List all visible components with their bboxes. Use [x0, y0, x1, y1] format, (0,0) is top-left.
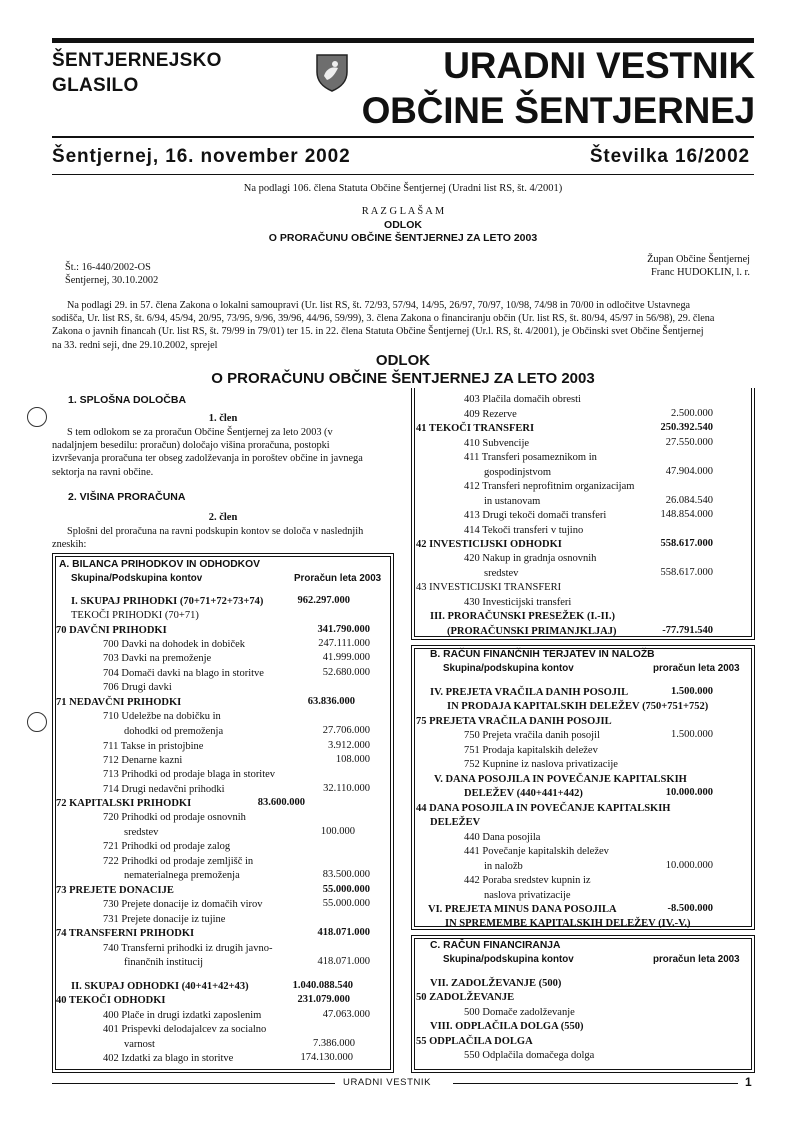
row-label: 731 Prejete donacije iz tujine — [103, 914, 226, 925]
row-label: 720 Prihodki od prodaje osnovnih — [103, 812, 246, 823]
row-value: -8.500.000 — [667, 903, 713, 914]
table-b-title: B. RAČUN FINANČNIH TERJATEV IN NALOŽB — [430, 649, 655, 660]
row-label: VIII. ODPLAČILA DOLGA (550) — [430, 1021, 584, 1032]
row-label: DELEŽEV — [430, 817, 481, 828]
row-label: IN SPREMEMBE KAPITALSKIH DELEŽEV (IV.-V.) — [445, 918, 691, 929]
row-label: V. DANA POSOJILA IN POVEČANJE KAPITALSKIH — [434, 774, 687, 785]
row-label: 42 INVESTICIJSKI ODHODKI — [416, 539, 562, 550]
table-b-col1: Skupina/podskupina kontov — [443, 663, 574, 674]
section-1-text — [52, 426, 394, 479]
row-label: 50 ZADOLŽEVANJE — [416, 992, 515, 1003]
row-label: varnost — [124, 1039, 155, 1050]
row-label: 710 Udeležbe na dobičku in — [103, 711, 221, 722]
row-label: III. PRORAČUNSKI PRESEŽEK (I.-II.) — [430, 611, 615, 622]
row-label: 712 Denarne kazni — [103, 755, 183, 766]
row-label: 401 Prispevki delodajalcev za socialno — [103, 1024, 267, 1035]
section-1-clen: 1. člen — [208, 413, 238, 424]
row-label: VI. PREJETA MINUS DANA POSOJILA — [428, 904, 617, 915]
row-value: 250.392.540 — [660, 422, 713, 433]
row-value: 1.500.000 — [671, 686, 713, 697]
legal-basis-paragraph — [52, 299, 755, 352]
row-value: 47.904.000 — [665, 466, 713, 477]
footer-rule-left — [52, 1083, 335, 1084]
row-value: 148.854.000 — [660, 509, 713, 520]
legal-line: na 33. redni seji, dne 29.10.2002, sprejel — [52, 339, 218, 351]
row-value: 41.999.000 — [322, 652, 370, 663]
row-value: 10.000.000 — [665, 860, 713, 871]
row-value: 418.071.000 — [317, 927, 370, 938]
table-a-cont-right-rule — [754, 388, 755, 640]
table-a-cont-left-rule-2 — [414, 388, 415, 637]
legal-line: Na podlagi 29. in 57. člena Zakona o lokalni samoupravi (Ur. list RS, št. 72/93, 57/94, 14/95, 26/97, 70/97, 10/98, 74/98 in 70/00 in odločitve Ustavnega — [67, 300, 691, 311]
row-label: 75 PREJETA VRAČILA DANIH POSOJIL — [416, 716, 612, 727]
table-b-col2: proračun leta 2003 — [653, 663, 740, 674]
row-value: 108.000 — [335, 754, 370, 765]
odlok-subtitle: O PRORAČUNU OBČINE ŠENTJERNEJ ZA LETO 2003 — [268, 232, 538, 244]
text-line: S tem odlokom se za proračun Občine Šentjernej za leto 2003 (v — [67, 427, 333, 438]
row-label: 403 Plačila domačih obresti — [464, 394, 581, 405]
section-1-title: 1. SPLOŠNA DOLOČBA — [68, 394, 187, 406]
row-label: 413 Drugi tekoči domači transferi — [464, 510, 607, 521]
table-a-cont-left-rule — [411, 388, 412, 640]
row-label: 704 Domači davki na blago in storitve — [103, 668, 264, 679]
row-label: 752 Kupnine iz naslova privatizacije — [464, 759, 618, 770]
row-label: 706 Drugi davki — [103, 682, 172, 693]
punch-hole — [27, 712, 47, 732]
row-value: 7.386.000 — [313, 1038, 355, 1049]
text-line: sektorja na ravni občine. — [52, 466, 154, 478]
masthead-title-1: URADNI VESTNIK — [443, 45, 755, 86]
row-label: 730 Prejete donacije iz domačih virov — [103, 899, 263, 910]
row-label: 55 ODPLAČILA DOLGA — [416, 1036, 533, 1047]
row-value: 231.079.000 — [297, 994, 350, 1005]
legal-line: sodišča, Ur. list RS, št. 6/94, 45/94, 20/95, 73/95, 9/96, 39/96, 44/96, 59/99), 3. člena Zakona o financiranju občin (Ur. list RS, št. 80/94, 45/97 in 56/98), 29. člena — [52, 313, 715, 325]
row-value: 962.297.000 — [297, 595, 350, 606]
row-label: 703 Davki na premoženje — [103, 653, 212, 664]
masthead-title-2: OBČINE ŠENTJERNEJ — [361, 90, 755, 131]
row-value: 341.790.000 — [317, 624, 370, 635]
row-label: sredstev — [484, 568, 519, 579]
row-label: 700 Davki na dohodek in dobiček — [103, 639, 246, 650]
row-value: 27.706.000 — [322, 725, 370, 736]
row-label: 412 Transferi neprofitnim organizacijam — [464, 481, 635, 492]
row-label: 40 TEKOČI ODHODKI — [56, 995, 166, 1006]
table-c-title: C. RAČUN FINANCIRANJA — [430, 940, 561, 951]
reference-number: Št.: 16-440/2002-OS — [65, 262, 151, 273]
row-value: 1.040.088.540 — [292, 980, 353, 991]
glasilo-line-2: GLASILO — [52, 75, 139, 96]
table-a-col1: Skupina/Podskupina kontov — [71, 573, 203, 584]
row-label: 430 Investicijski transferi — [464, 597, 572, 608]
mayor-name: Franc HUDOKLIN, l. r. — [651, 267, 750, 278]
row-label: 400 Plače in drugi izdatki zaposlenim — [103, 1010, 262, 1021]
row-label: IN PRODAJA KAPITALSKIH DELEŽEV (750+751+752) — [447, 701, 709, 712]
row-label: 71 NEDAVČNI PRIHODKI — [56, 697, 182, 708]
row-value: 558.617.000 — [660, 538, 713, 549]
row-value: 26.084.540 — [665, 495, 713, 506]
row-label: 72 KAPITALSKI PRIHODKI — [56, 798, 192, 809]
footer-label: URADNI VESTNIK — [343, 1077, 432, 1088]
odlok-heading-1: ODLOK — [375, 352, 431, 369]
row-label: 440 Dana posojila — [464, 832, 541, 843]
row-value: 83.600.000 — [257, 797, 305, 808]
section-2-text — [52, 525, 394, 551]
table-c-col2: proračun leta 2003 — [653, 954, 740, 965]
row-label: VII. ZADOLŽEVANJE (500) — [430, 978, 562, 989]
row-value: 247.111.000 — [318, 638, 370, 649]
row-label: 751 Prodaja kapitalskih deležev — [464, 745, 598, 756]
row-label: II. SKUPAJ ODHODKI (40+41+42+43) — [71, 981, 249, 992]
text-line: izvrševanja proračuna ter obseg zadolževanja in poroštev občine in javnega — [52, 453, 363, 465]
row-label: 41 TEKOČI TRANSFERI — [416, 423, 535, 434]
row-label: gospodinjstvom — [484, 467, 552, 478]
text-line: Splošni del proračuna na ravni podskupin kontov se določa v naslednjih — [67, 526, 364, 537]
row-label: 74 TRANSFERNI PRIHODKI — [56, 928, 195, 939]
row-label: 414 Tekoči transferi v tujino — [464, 525, 584, 536]
mayor-title: Župan Občine Šentjernej — [647, 254, 750, 265]
table-a-cont-right-rule-2 — [751, 388, 752, 637]
masthead-top-rule — [52, 38, 754, 43]
row-label: 721 Prihodki od prodaje zalog — [103, 841, 231, 852]
text-line: zneskih: — [52, 539, 87, 551]
row-value: 83.500.000 — [322, 869, 370, 880]
row-label: 43 INVESTICIJSKI TRANSFERI — [416, 582, 562, 593]
row-label: (PRORAČUNSKI PRIMANJKLJAJ) — [447, 626, 617, 637]
row-value: 418.071.000 — [317, 956, 370, 967]
reference-date: Šentjernej, 30.10.2002 — [65, 275, 159, 286]
row-value: 32.110.000 — [323, 783, 370, 794]
text-line: nadaljnjem besedilu: proračun) določajo višina proračuna, postopki — [52, 440, 330, 452]
row-label: 714 Drugi nedavčni prihodki — [103, 784, 225, 795]
row-label: naslova privatizacije — [484, 890, 571, 901]
legal-line: Zakona o javnih financah (Ur. list RS, št. 79/99 in 79/01) ter 15. in 22. člena Statuta Občine Šentjernej (Ur.l. RS, št. 4/2001), je Občinski svet Občine Šentjernej — [52, 326, 704, 338]
row-label: TEKOČI PRIHODKI (70+71) — [71, 610, 199, 621]
row-label: 500 Domače zadolževanje — [464, 1007, 575, 1018]
row-label: 550 Odplačila domačega dolga — [464, 1050, 595, 1061]
row-value: 27.550.000 — [665, 437, 713, 448]
row-label: IV. PREJETA VRAČILA DANIH POSOJIL — [430, 687, 629, 698]
section-2-clen: 2. člen — [208, 512, 238, 523]
row-value: 52.680.000 — [322, 667, 370, 678]
row-label: 441 Povečanje kapitalskih deležev — [464, 846, 609, 857]
row-label: 411 Transferi posameznikom in — [464, 452, 597, 463]
statute-basis: Na podlagi 106. člena Statuta Občine Šentjernej (Uradni list RS, št. 4/2001) — [243, 183, 563, 194]
row-label: 711 Takse in pristojbine — [103, 741, 204, 752]
row-label: 409 Rezerve — [464, 409, 517, 420]
row-label: 420 Nakup in gradnja osnovnih — [464, 553, 597, 564]
row-label: finančnih institucij — [124, 957, 204, 968]
row-label: 70 DAVČNI PRIHODKI — [56, 625, 167, 636]
row-value: 55.000.000 — [322, 884, 370, 895]
row-label: sredstev — [124, 827, 159, 838]
row-value: 174.130.000 — [300, 1052, 353, 1063]
coat-of-arms-icon — [314, 52, 350, 92]
row-value: 100.000 — [320, 826, 355, 837]
row-value: 10.000.000 — [665, 787, 713, 798]
proclamation: R A Z G L A Š A M — [361, 206, 445, 217]
row-label: 73 PREJETE DONACIJE — [56, 885, 174, 896]
row-label: 442 Poraba sredstev kupnin iz — [464, 875, 591, 886]
row-label: nematerialnega premoženja — [124, 870, 240, 881]
row-label: 722 Prihodki od prodaje zemljišč in — [103, 856, 254, 867]
table-a-col2: Proračun leta 2003 — [294, 573, 382, 584]
row-value: 55.000.000 — [322, 898, 370, 909]
row-value: 3.912.000 — [328, 740, 370, 751]
row-label: I. SKUPAJ PRIHODKI (70+71+72+73+74) — [71, 596, 264, 607]
row-label: in ustanovam — [484, 496, 541, 507]
table-a-title: A. BILANCA PRIHODKOV IN ODHODKOV — [59, 559, 260, 570]
row-label: dohodki od premoženja — [124, 726, 224, 737]
row-label: DELEŽEV (440+441+442) — [464, 788, 583, 799]
row-label: 740 Transferni prihodki iz drugih javno- — [103, 943, 273, 954]
odlok-label: ODLOK — [384, 219, 422, 231]
row-value: 47.063.000 — [322, 1009, 370, 1020]
row-value: -77.791.540 — [662, 625, 713, 636]
issue-number: Številka 16/2002 — [589, 146, 750, 167]
glasilo-line-1: ŠENTJERNEJSKO — [52, 50, 222, 71]
table-c-col1: Skupina/podskupina kontov — [443, 954, 574, 965]
row-value: 558.617.000 — [660, 567, 713, 578]
place-date: Šentjernej, 16. november 2002 — [52, 146, 351, 167]
section-2-title: 2. VIŠINA PRORAČUNA — [68, 491, 186, 503]
row-value: 1.500.000 — [671, 729, 713, 740]
punch-hole — [27, 407, 47, 427]
row-value: 2.500.000 — [671, 408, 713, 419]
footer-rule-right — [453, 1083, 738, 1084]
masthead-middle-rule — [52, 136, 754, 138]
page-number: 1 — [745, 1075, 752, 1089]
row-label: 750 Prejeta vračila danih posojil — [464, 730, 600, 741]
row-label: 410 Subvencije — [464, 438, 530, 449]
row-value: 63.836.000 — [307, 696, 355, 707]
odlok-heading-2: O PRORAČUNU OBČINE ŠENTJERNEJ ZA LETO 2003 — [211, 370, 595, 387]
row-label: 44 DANA POSOJILA IN POVEČANJE KAPITALSKIH — [416, 803, 671, 814]
row-label: 402 Izdatki za blago in storitve — [103, 1053, 234, 1064]
masthead-bottom-rule — [52, 174, 754, 175]
row-label: 713 Prihodki od prodaje blaga in storitev — [103, 769, 276, 780]
row-label: in naložb — [484, 861, 523, 872]
